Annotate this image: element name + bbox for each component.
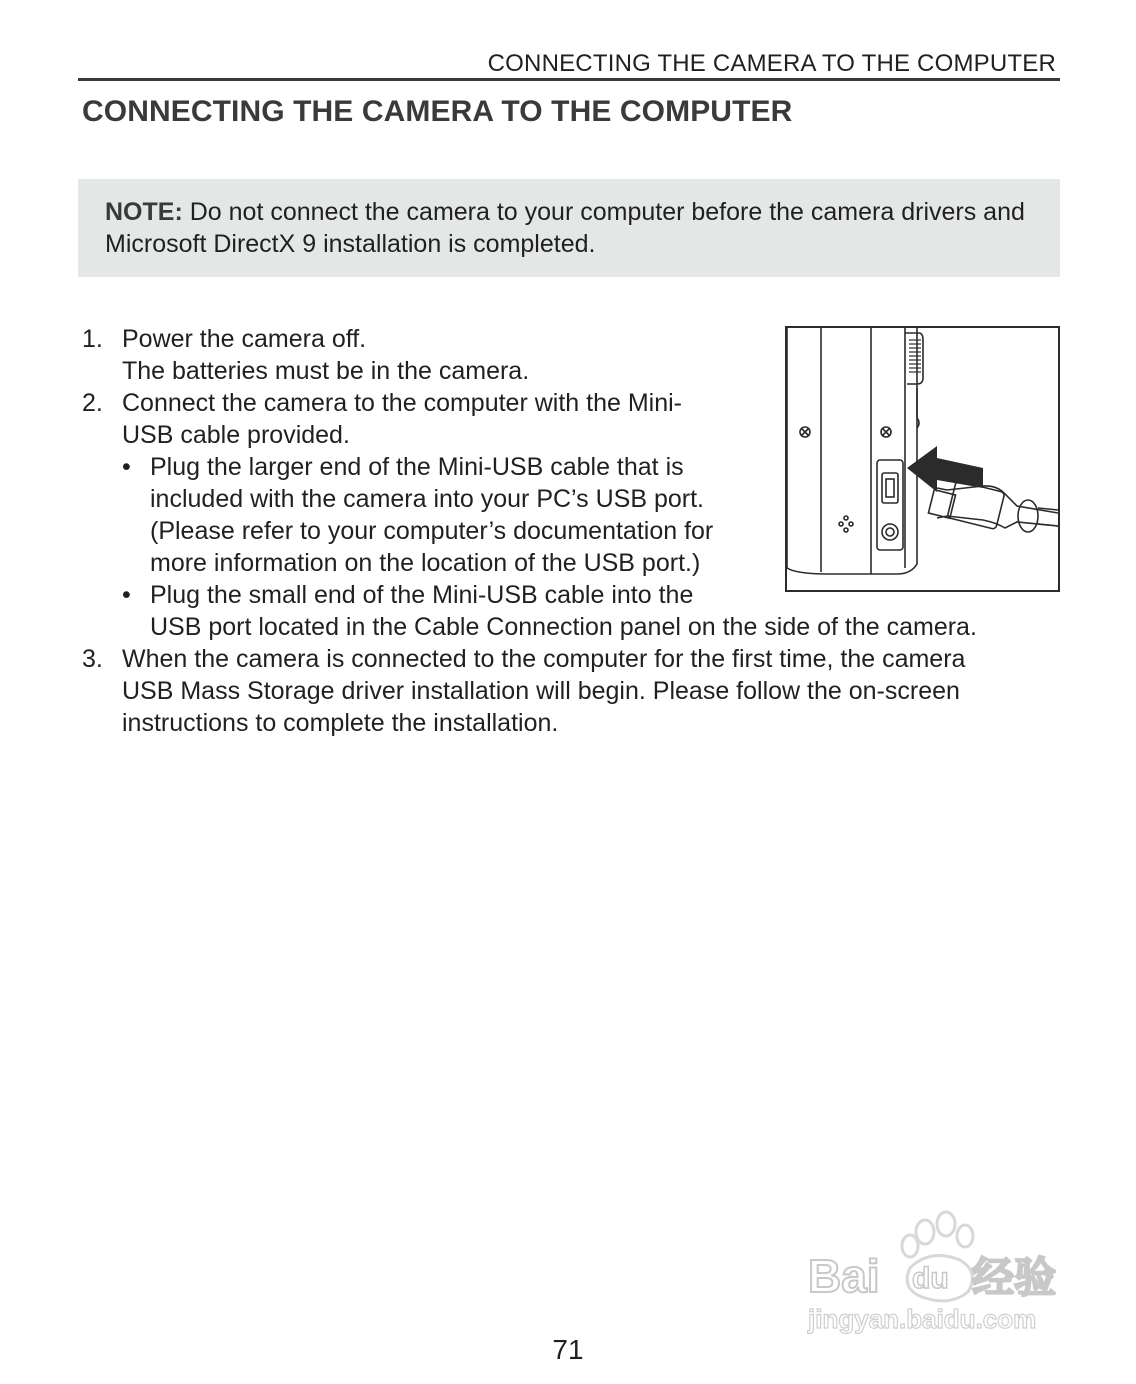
- section-title: CONNECTING THE CAMERA TO THE COMPUTER: [82, 95, 793, 128]
- bullet-text: Plug the larger end of the Mini-USB cable that is included with the camera into your PC’s USB port. (Please refer to your computer’s documentation for more information on the location of the USB port.): [150, 453, 714, 577]
- note-text: Do not connect the camera to your computer before the camera drivers and Microsoft DirectX 9 installation is completed.: [105, 198, 1025, 258]
- bullet-symbol: •: [122, 453, 131, 481]
- svg-text:Bai: Bai: [808, 1250, 880, 1302]
- page-number: 71: [552, 1334, 584, 1365]
- bullet-item: [122, 451, 770, 579]
- step-text: When the camera is connected to the computer for the first time, the camera USB Mass Storage driver installation will begin. Please follow the on-screen instructions to complete the installation.: [122, 645, 966, 737]
- camera-usb-illustration: [785, 326, 1060, 592]
- note-box: [78, 179, 1060, 277]
- step-3: [82, 643, 1062, 739]
- step-subtext: The batteries must be in the camera.: [122, 357, 530, 385]
- step-number: 3.: [82, 645, 103, 673]
- bullet-text-line: USB port located in the Cable Connection panel on the side of the camera.: [150, 613, 977, 641]
- svg-text:du: du: [912, 1262, 949, 1295]
- bullet-symbol: •: [122, 581, 131, 609]
- note-label: NOTE:: [105, 198, 183, 226]
- camera-side-usb-icon: [787, 328, 1058, 590]
- bullet-text-line: Plug the small end of the Mini-USB cable into the: [150, 581, 694, 609]
- svg-text:jingyan.baidu.com: jingyan.baidu.com: [808, 1304, 1037, 1334]
- step-number: 2.: [82, 389, 103, 417]
- svg-text:经验: 经验: [972, 1253, 1057, 1302]
- step-text: Power the camera off.: [122, 325, 367, 353]
- step-text: Connect the camera to the computer with the Mini-USB cable provided.: [122, 389, 682, 449]
- baidu-watermark-logo: [800, 1210, 1080, 1340]
- step-number: 1.: [82, 325, 103, 353]
- running-header: CONNECTING THE CAMERA TO THE COMPUTER: [487, 50, 1056, 77]
- header-rule: [78, 78, 1060, 81]
